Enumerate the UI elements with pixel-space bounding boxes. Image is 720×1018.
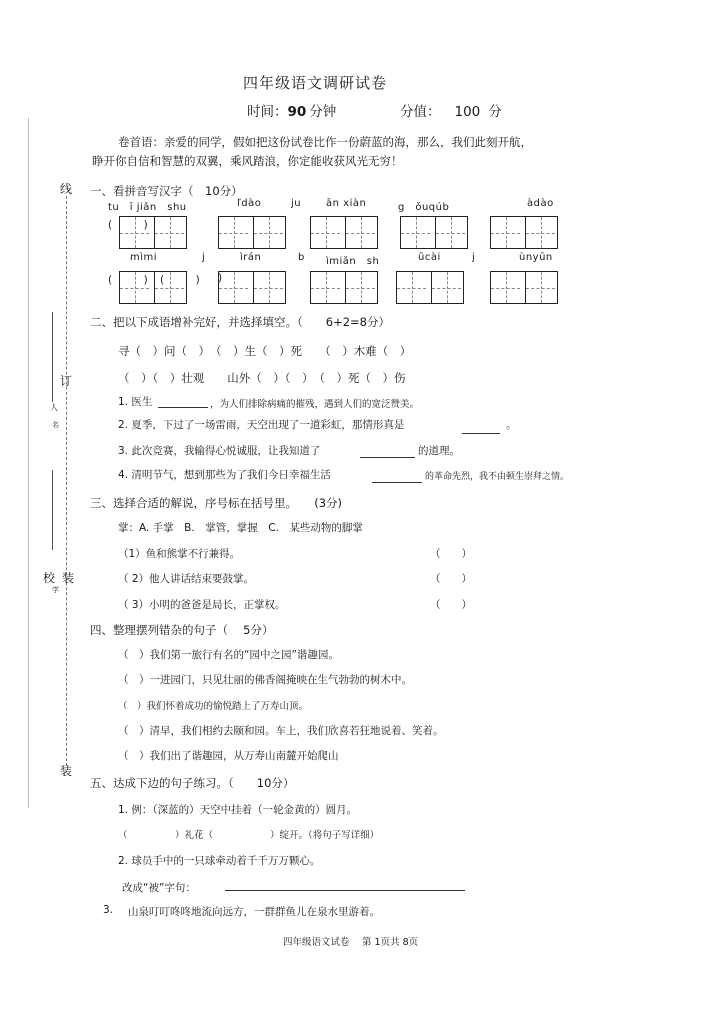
s1-pinyin: ān xiàn — [326, 198, 367, 209]
s2-q3a: 3. 此次竞赛，我输得心悦诚服，让我知道了 — [118, 445, 321, 457]
s4-item: （ ）我们怀着成功的愉悦踏上了万寿山顶。 — [118, 701, 309, 712]
s5-q2-change: 改成“被”字句： — [122, 882, 196, 894]
s1-heading: 一、看拼音写汉字（ 10分） — [90, 184, 243, 198]
s1-paren: ) — [218, 272, 223, 284]
time-unit: 分钟 — [309, 104, 337, 120]
s1-pinyin: ūcài — [418, 252, 441, 263]
time-value: 90 — [287, 104, 307, 120]
binding-zhuang: 装 — [62, 571, 75, 585]
preface-line1: 卷首语：亲爱的同学，假如把这份试卷比作一份蔚蓝的海，那么，我们此刻开航， — [118, 135, 532, 149]
page-footer: 四年级语文试卷 第 1页共 8页 — [283, 937, 419, 948]
s2-idioms-row2: （ ）（ ）壮观 山外（ ）（ ） （ ）死（ ）伤 — [118, 371, 406, 385]
binding-xiao: 校 — [43, 571, 56, 585]
s3-heading: 三、选择合适的解说，序号标在括号里。 (3分) — [90, 496, 343, 510]
char-box[interactable] — [119, 216, 187, 249]
char-box[interactable] — [119, 271, 187, 304]
time-label: 时间： — [247, 104, 288, 120]
answer-blank[interactable] — [372, 482, 422, 483]
char-box[interactable] — [490, 271, 558, 304]
score-label: 分值： — [400, 104, 441, 120]
s4-item: （ ）清早，我们相约去颐和园。车上，我们欣喜若狂地说着、笑着。 — [118, 725, 444, 737]
preface-line2: 睁开你自信和智慧的双翼，乘风踏浪，你定能收获风光无穷！ — [92, 154, 403, 168]
s2-q2a: 2. 夏季，下过了一场雷雨，天空出现了一道彩虹，那情形真是 — [118, 419, 405, 431]
s1-paren: ( ) — [108, 219, 148, 231]
s5-q3-num: 3. — [103, 904, 114, 916]
s3-answer-paren[interactable]: （ ） — [430, 548, 472, 560]
s1-pinyin: ùnyūn — [519, 252, 553, 263]
score-unit: 分 — [488, 104, 502, 120]
s2-q3b: 的道理。 — [418, 445, 460, 457]
s2-idioms-row1: 寻（ ）问（ ） （ ）生（ ）死 （ ）木难（ ） — [118, 344, 412, 358]
s3-item: （1）鱼和熊掌不行兼得。 — [118, 548, 241, 560]
s2-q4b: 的革命先烈，我不由顿生崇拜之情。 — [425, 472, 570, 482]
school-field-line — [52, 470, 53, 550]
answer-blank[interactable] — [225, 890, 465, 891]
exam-score — [400, 100, 502, 120]
s2-heading: 二、把以下成语增补完好，并选择填空。（ 6+2=8分） — [90, 315, 390, 329]
score-value: 100 — [454, 104, 481, 120]
margin-border — [28, 118, 29, 808]
s4-item: （ ）一进园门，只见壮丽的佛香阁掩映在生气勃勃的树木中。 — [118, 674, 412, 686]
binding-ming: 名 — [52, 421, 59, 429]
answer-blank[interactable] — [360, 457, 415, 458]
s2-q4a: 4. 清明节气，想到那些为了我们今日幸福生活 — [118, 469, 331, 481]
name-field-line — [52, 312, 53, 402]
s1-paren: ( ) — [160, 274, 200, 286]
s5-q1: 1. 例：（深蓝的）天空中挂着（一轮金黄的）圆月。 — [118, 804, 358, 816]
s1-pinyin: mìmi — [130, 252, 158, 263]
char-box[interactable] — [490, 216, 558, 249]
s2-q1a: 1. 医生 — [118, 396, 153, 408]
char-box[interactable] — [218, 271, 286, 304]
s5-heading: 五、达成下边的句子练习。（ 10分） — [90, 776, 295, 790]
binding-zhuang2: 装 — [60, 764, 73, 778]
s1-pinyin: ju — [291, 198, 302, 209]
char-box[interactable] — [396, 271, 464, 304]
binding-ren: 人 — [50, 403, 58, 412]
s4-item: （ ）我们第一旅行有名的“园中之园”谐趣园。 — [118, 649, 339, 661]
s1-pinyin: ìrán — [240, 252, 262, 263]
answer-blank[interactable] — [462, 433, 500, 434]
s3-answer-paren[interactable]: （ ） — [430, 573, 472, 585]
s5-q3: 山泉叮叮咚咚地流向远方，一群群鱼儿在泉水里游着。 — [128, 906, 380, 918]
s2-q1b: ，为人们排除病痛的摧残，遇到人们的宽泛赞美。 — [210, 399, 420, 410]
s1-pinyin: j — [202, 252, 206, 263]
binding-ding: 订 — [60, 374, 73, 388]
s4-item: （ ）我们出了谐趣园，从万寿山南麓开始爬山 — [118, 750, 339, 762]
s4-heading: 四、整理摆列错杂的句子（ 5分） — [90, 623, 274, 637]
s1-pinyin: ľdào — [237, 198, 262, 209]
char-box[interactable] — [310, 216, 378, 249]
s3-options: 掌：A. 手掌 B. 掌管，掌握 C. 某些动物的脚掌 — [118, 522, 363, 534]
s5-q2: 2. 球员手中的一只球牵动着千千万万颗心。 — [118, 855, 321, 867]
exam-time — [247, 100, 336, 120]
answer-blank[interactable] — [158, 407, 208, 408]
s2-q2b: 。 — [506, 419, 517, 431]
char-box[interactable] — [400, 216, 468, 249]
s3-item: （ 2）他人讲话结束要鼓掌。 — [118, 573, 255, 585]
s1-pinyin: ìmiǎn sh — [326, 256, 380, 267]
char-box[interactable] — [218, 216, 286, 249]
s1-paren: ( ) — [108, 274, 148, 286]
binding-xue: 学 — [52, 586, 59, 594]
s1-pinyin: àdào — [527, 198, 554, 209]
s1-pinyin: j — [472, 252, 476, 263]
s1-pinyin: tu ī jiǎn shu — [108, 202, 187, 213]
s1-pinyin: b — [298, 252, 305, 263]
binding-xian: 线 — [60, 182, 73, 196]
s3-answer-paren[interactable]: （ ） — [430, 599, 472, 611]
char-box[interactable] — [310, 271, 378, 304]
binding-line — [66, 196, 67, 766]
page-title: 四年级语文调研试卷 — [243, 74, 388, 92]
s5-q1-blank[interactable]: （ ）礼花（ ）绽开。（将句子写详细） — [118, 830, 380, 841]
s3-item: （ 3）小明的爸爸是局长，正掌权。 — [118, 599, 286, 611]
s1-pinyin: g ǒuqúb — [398, 202, 450, 213]
